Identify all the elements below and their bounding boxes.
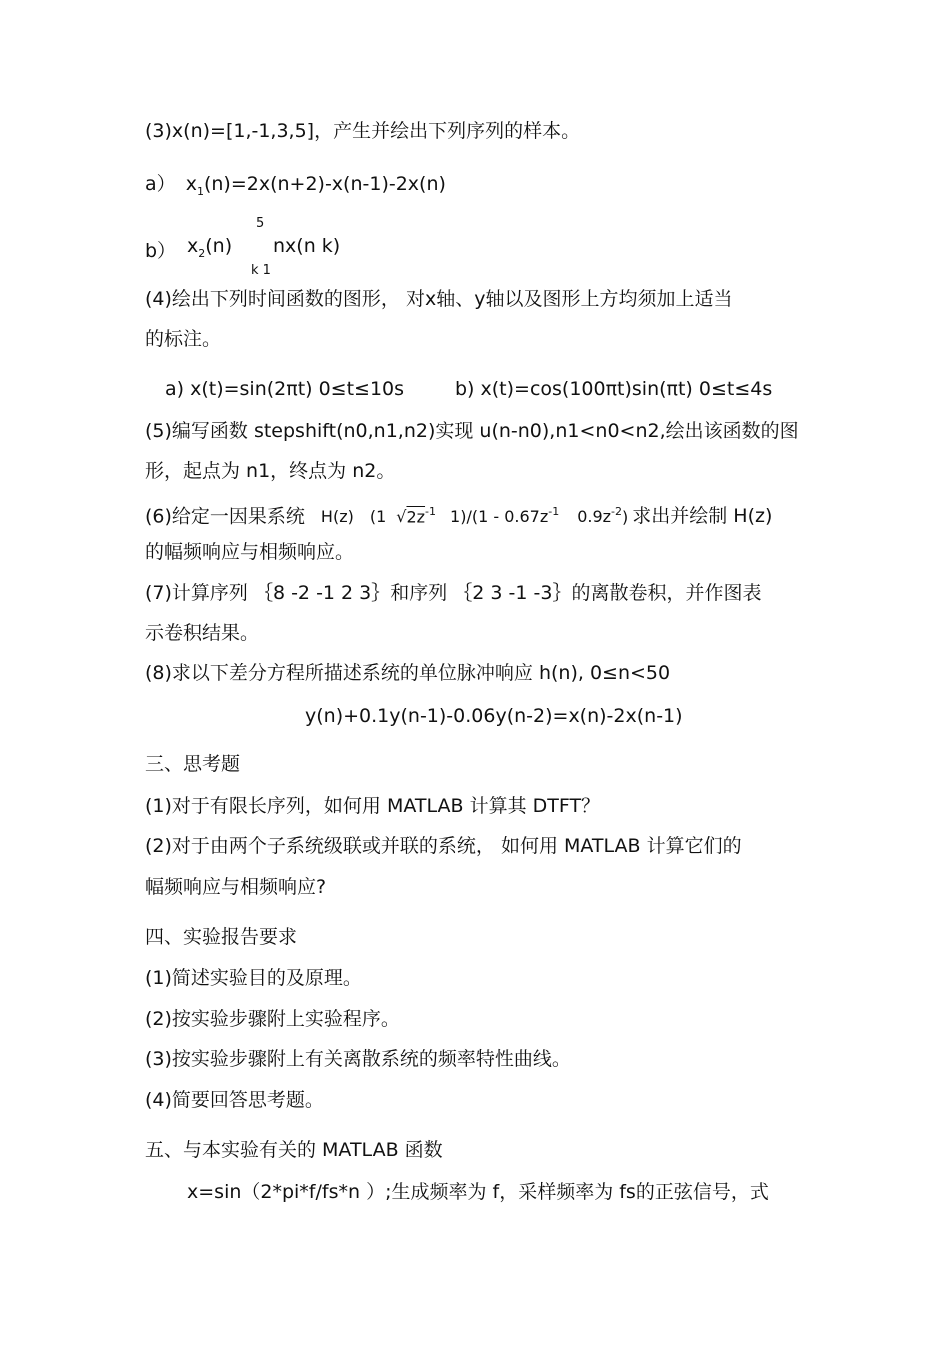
q3-a-label: a） bbox=[145, 173, 176, 195]
q3-b-label: b） bbox=[145, 240, 177, 262]
q5-line2: 形，起点为 n1，终点为 n2。 bbox=[145, 460, 396, 482]
sec4-item-2: (2)按实验步骤附上实验程序。 bbox=[145, 1008, 400, 1030]
q6-p3: 0.9z bbox=[577, 507, 612, 527]
q3-heading: (3)x(n)=[1,-1,3,5]，产生并绘出下列序列的样本。 bbox=[145, 120, 581, 142]
q8-equation: y(n)+0.1y(n-1)-0.06y(n-2)=x(n)-2x(n-1) bbox=[305, 705, 683, 727]
q3-b-sub: 2 bbox=[198, 246, 206, 260]
q4-line1: (4)绘出下列时间函数的图形， 对x轴、y轴以及图形上方均须加上适当 bbox=[145, 288, 733, 310]
sec3-item-1: (1)对于有限长序列，如何用 MATLAB 计算其 DTFT？ bbox=[145, 795, 601, 817]
q3-b-sum-upper: 5 bbox=[256, 216, 265, 231]
q3-b-lhs bbox=[187, 234, 232, 266]
q3-b-sum-lower: k 1 bbox=[251, 263, 271, 278]
q6-p4: ) bbox=[622, 507, 629, 527]
sec4-item-3: (3)按实验步骤附上有关离散系统的频率特性曲线。 bbox=[145, 1048, 571, 1070]
sec5-line-1: x=sin（2*pi*f/fs*n ）;生成频率为 f，采样频率为 fs的正弦信号，式 bbox=[187, 1181, 769, 1203]
q3-a-expr: (n)=2x(n+2)-x(n-1)-2x(n) bbox=[203, 173, 446, 195]
q5-line1: (5)编写函数 stepshift(n0,n1,n2)实现 u(n-n0),n1<n0<n2,绘出该函数的图 bbox=[145, 420, 799, 442]
q8-line1: (8)求以下差分方程所描述系统的单位脉冲响应 h(n), 0≤n<50 bbox=[145, 662, 671, 684]
q6-prefix: (6)给定一因果系统 bbox=[145, 505, 305, 528]
q7-line2: 示卷积结果。 bbox=[145, 622, 260, 644]
q6-p1: (1 bbox=[369, 507, 387, 527]
q3-item-a bbox=[145, 172, 446, 204]
q6-suffix: 求出并绘制 H(z) bbox=[632, 505, 773, 528]
q3-a-sub: 1 bbox=[196, 184, 204, 198]
q7-line1: (7)计算序列 ｛8 -2 -1 2 3｝和序列 ｛2 3 -1 -3｝的离散卷积，并作图表 bbox=[145, 582, 762, 604]
sec5-title: 五、与本实验有关的 MATLAB 函数 bbox=[145, 1139, 443, 1161]
sec4-title: 四、实验报告要求 bbox=[145, 926, 298, 948]
q6-sup1: -1 bbox=[425, 505, 437, 518]
q6-h: H(z) bbox=[320, 507, 354, 527]
sec4-item-1: (1)简述实验目的及原理。 bbox=[145, 967, 362, 989]
q3-a-x: x bbox=[185, 173, 197, 195]
q6-sup2: -1 bbox=[548, 505, 560, 518]
q6-sqrt: √ bbox=[396, 507, 407, 527]
sec3-item-2a: (2)对于由两个子系统级联或并联的系统， 如何用 MATLAB 计算它们的 bbox=[145, 835, 742, 857]
q4-line2: 的标注。 bbox=[145, 328, 222, 350]
q6-line2: 的幅频响应与相频响应。 bbox=[145, 541, 355, 563]
sec4-item-4: (4)简要回答思考题。 bbox=[145, 1089, 324, 1111]
q6-line1 bbox=[145, 500, 772, 529]
q6-two: 2z bbox=[406, 507, 426, 527]
sec3-title: 三、思考题 bbox=[145, 753, 241, 775]
q4-b: b) x(t)=cos(100πt)sin(πt) 0≤t≤4s bbox=[455, 378, 773, 400]
q3-b-body: nx(n k) bbox=[273, 235, 341, 257]
q6-p2: 1)/(1 - 0.67z bbox=[450, 507, 549, 527]
q4-a: a) x(t)=sin(2πt) 0≤t≤10s bbox=[165, 378, 405, 400]
q3-b-lhs-arg: (n) bbox=[205, 235, 233, 257]
q3-b-x: x bbox=[187, 235, 199, 257]
sec3-item-2b: 幅频响应与相频响应? bbox=[145, 876, 327, 898]
q6-sup3: -2 bbox=[611, 505, 622, 518]
